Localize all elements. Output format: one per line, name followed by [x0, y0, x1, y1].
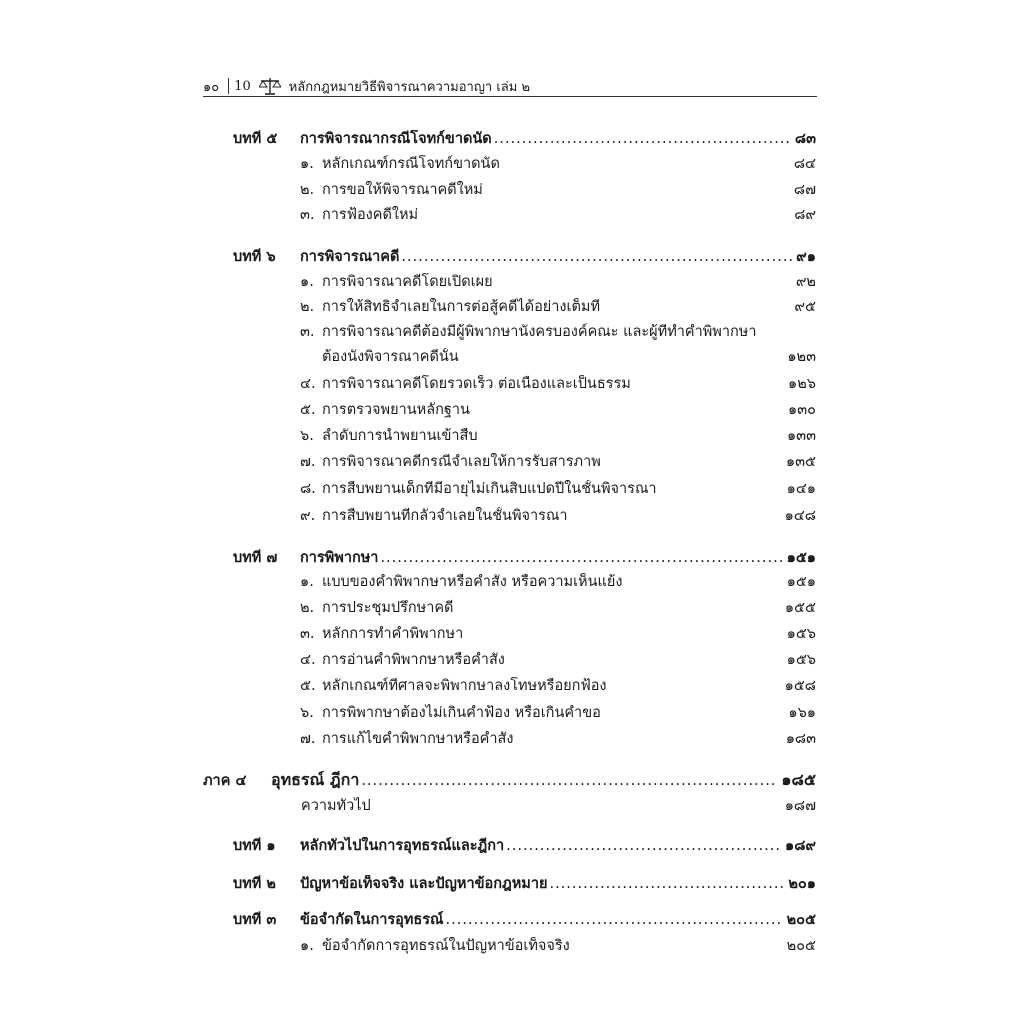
toc-item-row	[300, 480, 816, 498]
item-title: หลักการทำคำพิพากษา	[322, 626, 464, 642]
item-number: ๔.	[300, 376, 316, 392]
toc-chapter-row	[233, 248, 816, 266]
page-number: ๘๗	[793, 182, 816, 198]
leader-dots	[361, 772, 777, 790]
item-title: การให้สิทธิจำเลยในการต่อสู้คดีได้อย่างเต็มที่	[322, 299, 600, 315]
toc-chapter-row	[233, 911, 816, 929]
page-number: ๑๔๘	[784, 508, 816, 524]
leader-dots	[401, 248, 792, 266]
toc-item-row	[300, 206, 816, 224]
page-number: ๘๔	[793, 156, 816, 172]
page-number: ๒๐๑	[788, 875, 816, 892]
item-number: ๖.	[300, 428, 314, 444]
item-number: ๗.	[300, 454, 316, 470]
toc-item-row	[300, 704, 816, 722]
page-number: ๙๑	[796, 248, 816, 265]
page-number: ๑๘๕	[781, 771, 816, 789]
page-number: ๙๒	[795, 274, 816, 290]
toc-item-row	[300, 573, 816, 591]
item-title: ลำดับการนำพยานเข้าสืบ	[322, 428, 478, 444]
chapter-label: บทที่ ๑	[233, 837, 276, 854]
item-title: การสืบพยานเด็กที่มีอายุไม่เกินสิบแปดปีในชั้นพิจารณา	[322, 481, 657, 497]
toc-part-row	[203, 771, 816, 790]
toc-item-row	[300, 375, 816, 393]
page-number-arabic: 10	[234, 78, 251, 94]
page-number: ๑๒๓	[787, 349, 816, 365]
item-number: ๑.	[300, 274, 314, 290]
item-number: ๒.	[300, 299, 315, 315]
item-title: หลักเกณฑ์ที่ศาลจะพิพากษาลงโทษหรือยกฟ้อง	[322, 678, 607, 694]
leader-dots	[506, 837, 781, 855]
page-number: ๑๕๖	[786, 652, 816, 668]
page-number: ๑๓๐	[788, 402, 816, 418]
toc-item-row	[300, 155, 816, 173]
page-number: ๑๖๑	[788, 705, 816, 721]
item-number: ๒.	[300, 182, 315, 198]
item-title: การประชุมปรึกษาคดี	[322, 600, 454, 616]
page-number: ๑๒๖	[788, 376, 816, 392]
item-title: การพิจารณาคดีกรณีจำเลยให้การรับสารภาพ	[322, 454, 601, 470]
item-title: การสืบพยานที่กลัวจำเลยในชั้นพิจารณา	[322, 508, 568, 524]
header-divider	[228, 78, 229, 94]
chapter-title: ปัญหาข้อเท็จจริง และปัญหาข้อกฎหมาย	[300, 875, 548, 892]
intro-title: ความทั่วไป	[301, 798, 371, 814]
toc-item-row	[300, 625, 816, 643]
item-title: หลักเกณฑ์กรณีโจทก์ขาดนัด	[322, 156, 500, 172]
leader-dots	[380, 549, 782, 567]
page-number: ๑๓๕	[785, 454, 816, 470]
item-title: ต้องนั่งพิจารณาคดีนั้น	[322, 349, 459, 365]
header-rule	[203, 96, 817, 97]
toc-intro-row	[301, 797, 816, 815]
item-title: การอ่านคำพิพากษาหรือคำสั่ง	[322, 652, 505, 668]
page-number: ๙๕	[794, 299, 816, 315]
item-number: ๑.	[300, 938, 314, 954]
item-number: ๖.	[300, 705, 314, 721]
item-number: ๓.	[300, 324, 315, 340]
toc-chapter-row	[233, 875, 816, 893]
page-number-thai: ๑๐	[203, 79, 220, 95]
page-number: ๑๕๕	[784, 600, 816, 616]
item-number: ๓.	[300, 207, 315, 223]
item-title: การแก้ไขคำพิพากษาหรือคำสั่ง	[322, 731, 514, 747]
book-title: หลักกฎหมายวิธีพิจารณาความอาญา เล่ม ๒	[288, 79, 531, 95]
leader-dots	[494, 130, 791, 148]
toc-item-row	[300, 298, 816, 316]
item-title: ข้อจำกัดการอุทธรณ์ในปัญหาข้อเท็จจริง	[322, 938, 570, 954]
page-number: ๑๓๓	[786, 428, 816, 444]
toc-item-row	[300, 273, 816, 291]
item-number: ๗.	[300, 731, 316, 747]
leader-dots	[446, 911, 783, 929]
item-number: ๑.	[300, 156, 314, 172]
item-title: แบบของคำพิพากษาหรือคำสั่ง หรือความเห็นแย้ง	[322, 574, 623, 590]
toc-chapter-row	[233, 130, 816, 148]
item-title: การตรวจพยานหลักฐาน	[322, 402, 470, 418]
page-number: ๑๕๑	[786, 549, 816, 566]
page-number: ๒๐๕	[786, 938, 816, 954]
toc-item-row	[300, 401, 816, 419]
chapter-title: การพิจารณากรณีโจทก์ขาดนัด	[300, 130, 492, 147]
item-number: ๒.	[300, 600, 315, 616]
item-title: การฟ้องคดีใหม่	[322, 207, 419, 223]
chapter-label: บทที่ ๖	[233, 248, 276, 265]
toc-item-row	[300, 730, 816, 748]
toc-item-row	[300, 599, 816, 617]
page-number: ๑๘๓	[785, 731, 816, 747]
chapter-label: บทที่ ๒	[233, 875, 276, 892]
item-title: การพิจารณาคดีโดยเปิดเผย	[322, 274, 493, 290]
toc-item-row	[300, 651, 816, 669]
chapter-label: บทที่ ๗	[233, 549, 278, 566]
item-title: การพิพากษาต้องไม่เกินคำฟ้อง หรือเกินคำขอ	[322, 705, 601, 721]
part-title: อุทธรณ์ ฎีกา	[271, 771, 360, 789]
toc-chapter-row	[233, 837, 816, 855]
item-title: การขอให้พิจารณาคดีใหม่	[322, 182, 483, 198]
toc-item-row	[300, 427, 816, 445]
toc-item-row	[300, 181, 816, 199]
item-number: ๔.	[300, 652, 316, 668]
toc-item-row	[300, 507, 816, 525]
chapter-title: การพิจารณาคดี	[300, 248, 400, 265]
toc-item-row	[300, 677, 816, 695]
toc-item-continuation	[322, 348, 816, 366]
toc-item-row	[300, 937, 816, 955]
page-number: ๘๙	[794, 207, 816, 223]
page-number: ๑๘๗	[784, 798, 816, 814]
toc-item-row	[300, 453, 816, 471]
page-number: ๑๔๑	[786, 481, 816, 497]
page-number: ๒๐๕	[786, 911, 816, 928]
item-number: ๕.	[300, 678, 316, 694]
chapter-title: การพิพากษา	[300, 549, 379, 566]
chapter-title: หลักทั่วไปในการอุทธรณ์และฎีกา	[300, 837, 505, 854]
toc-item-row	[300, 323, 816, 341]
part-label: ภาค ๔	[203, 772, 247, 789]
toc-chapter-row	[233, 549, 816, 567]
page-number: ๑๕๑	[786, 574, 816, 590]
leader-dots	[549, 875, 784, 893]
page-number: ๘๓	[794, 130, 816, 147]
item-number: ๙.	[300, 508, 316, 524]
chapter-title: ข้อจำกัดในการอุทธรณ์	[300, 911, 444, 928]
item-number: ๘.	[300, 481, 316, 497]
scales-of-justice-icon	[259, 77, 281, 95]
item-title: การพิจารณาคดีต้องมีผู้พิพากษานั่งครบองค์คณะ และผู้ที่ทำคำพิพากษา	[322, 324, 757, 340]
chapter-label: บทที่ ๕	[233, 130, 278, 147]
item-number: ๑.	[300, 574, 314, 590]
page-number: ๑๕๘	[784, 678, 816, 694]
item-title: การพิจารณาคดีโดยรวดเร็ว ต่อเนื่องและเป็นธรรม	[322, 376, 631, 392]
chapter-label: บทที่ ๓	[233, 911, 277, 928]
page-number: ๑๘๙	[784, 837, 816, 854]
running-header	[203, 76, 817, 96]
page-number: ๑๕๖	[786, 626, 816, 642]
item-number: ๕.	[300, 402, 316, 418]
item-number: ๓.	[300, 626, 315, 642]
